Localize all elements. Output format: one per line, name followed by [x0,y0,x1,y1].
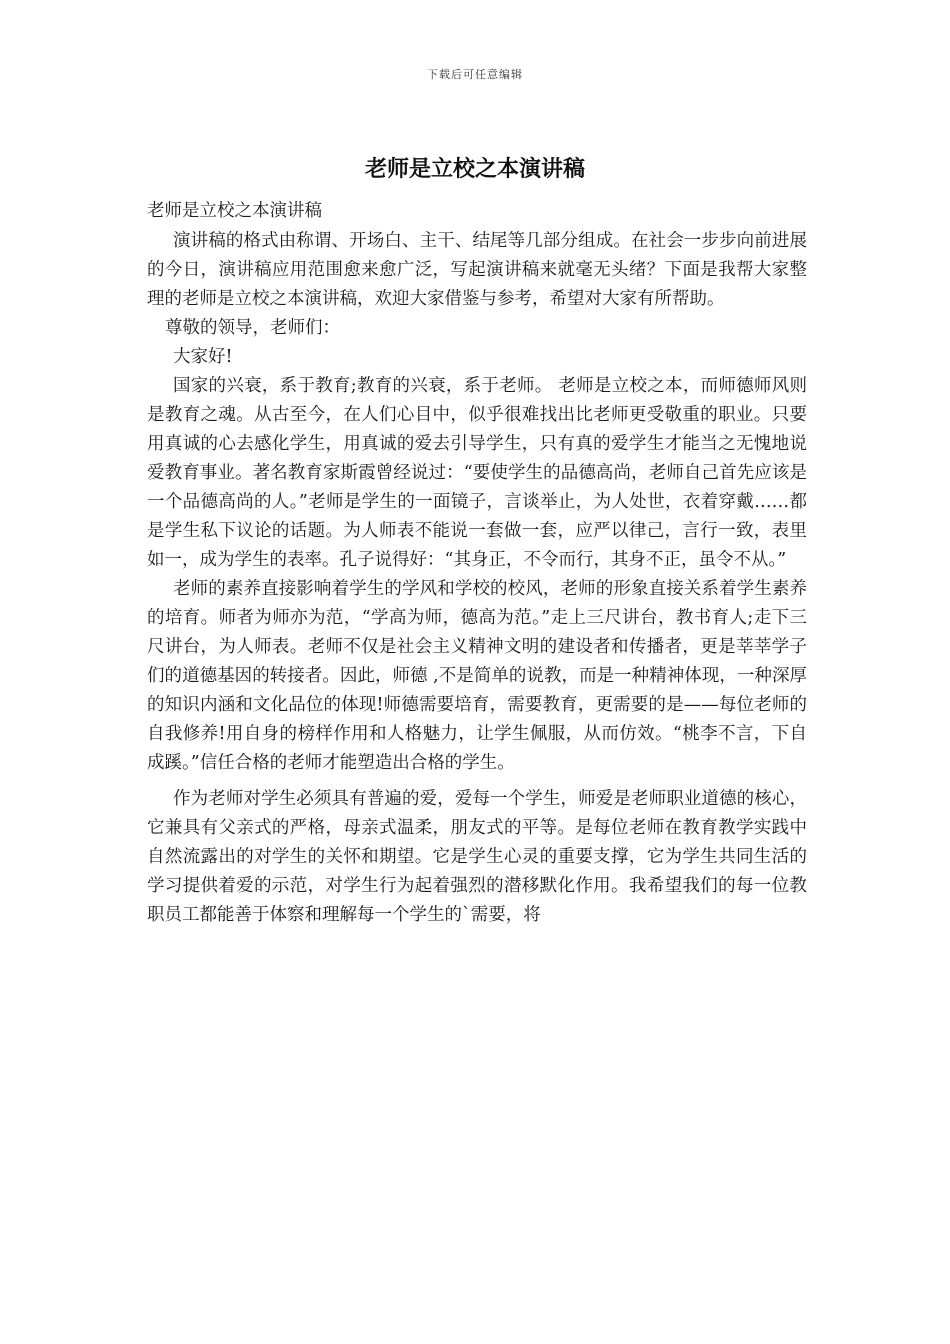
salutation: 尊敬的领导，老师们： [165,318,340,338]
greeting: 大家好! [173,347,233,367]
document-body [147,197,807,930]
document-subtitle: 老师是立校之本演讲稿 [147,201,322,221]
document-title: 老师是立校之本演讲稿 [364,156,585,182]
body-paragraph: 作为老师对学生必须具有普遍的爱，爱每一个学生，师爱是老师职业道德的核心，它兼具有父亲式的严格，母亲式温柔，朋友式的平等。是每位老师在教育教学实践中自然流露出的对学生的关怀和期望。它是学生心灵的重要支撑，它为学生共同生活的学习提供着爱的示范，对学生行为起着强烈的潜移默化作用。我希望我们的每一位教职员工都能善于体察和理解每一个学生的`需要，将 [147,789,807,925]
body-paragraph: 老师的素养直接影响着学生的学风和学校的校风，老师的形象直接关系着学生素养的培育。师者为师亦为范，“学高为师，德高为范。”走上三尺讲台，教书育人;走下三尺讲台，为人师表。老师不仅是社会主义精神文明的建设者和传播者，更是莘莘学子们的道德基因的转接者。因此，师德 ,不是简单的说教，而是一种精神体现，一种深厚的知识内涵和文化品位的体现!师德需要培育，需要教育，更需要的是——每位老师的自我修养!用自身的榜样作用和人格魅力，让学生佩服，从而仿效。“桃李不言，下自成蹊。”信任合格的老师才能塑造出合格的学生。 [147,579,807,773]
page-header-note: 下载后可任意编辑 [427,68,523,81]
body-paragraph: 国家的兴衰，系于教育;教育的兴衰，系于老师。 老师是立校之本，而师德师风则是教育之魂。从古至今，在人们心目中，似乎很难找出比老师更受敬重的职业。只要用真诚的心去感化学生，用真诚的爱去引导学生，只有真的爱学生才能当之无愧地说爱教育事业。著名教育家斯霞曾经说过：“要使学生的品德高尚，老师自己首先应该是一个品德高尚的人。”老师是学生的一面镜子，言谈举止，为人处世，衣着穿戴……都是学生私下议论的话题。为人师表不能说一套做一套，应严以律己，言行一致，表里如一，成为学生的表率。孔子说得好：“其身正，不令而行，其身不正，虽令不从。” [147,376,807,570]
intro-paragraph: 演讲稿的格式由称谓、开场白、主干、结尾等几部分组成。在社会一步步向前进展的今日，演讲稿应用范围愈来愈广泛，写起演讲稿来就毫无头绪？下面是我帮大家整理的老师是立校之本演讲稿，欢迎大家借鉴与参考，希望对大家有所帮助。 [147,231,807,309]
